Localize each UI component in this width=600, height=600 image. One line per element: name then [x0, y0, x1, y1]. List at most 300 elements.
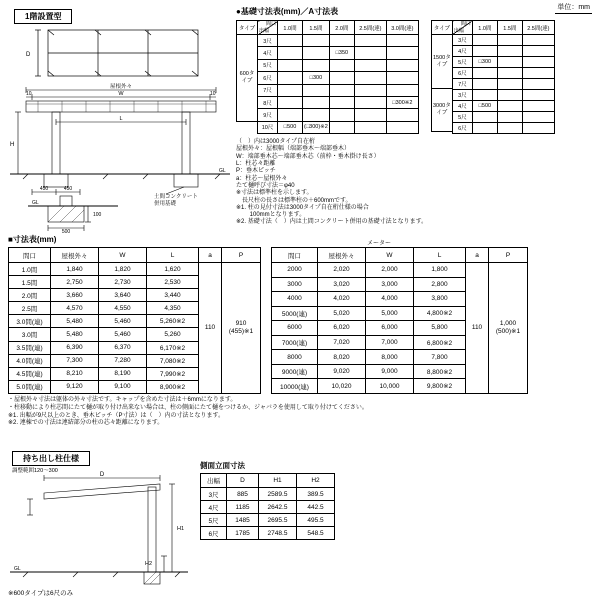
table-row	[9, 328, 199, 341]
p-value-sub: (500)※1	[495, 328, 521, 335]
table-cell: 3,660	[51, 289, 99, 302]
table-cell: 1,800	[414, 263, 466, 278]
table-cell	[386, 72, 418, 84]
col-header: 1.5間	[497, 21, 522, 35]
table-cell: 7,990※2	[147, 367, 199, 380]
basis-3000-rows	[452, 90, 554, 134]
table-cell: 3,440	[147, 289, 199, 302]
note-line: ・柱移動により柱芯間にたて樋が取り付け出来ない場合は、柱の側面にたて樋をつけるか、ジャバラを使用して取り付けてください。	[8, 404, 368, 411]
table-row	[258, 72, 419, 84]
table-cell: 3,640	[99, 289, 147, 302]
table-cell: 5尺	[258, 59, 278, 71]
table-cell: 548.5	[297, 527, 335, 540]
table-cell: 1,840	[51, 263, 99, 276]
table-cell: 2,800	[414, 277, 466, 292]
note-line: 屋根外々：屋根幅（端部垂木〜端部垂木）	[236, 146, 351, 153]
basis-section	[236, 6, 594, 227]
table-cell: 1,620	[147, 263, 199, 276]
table-cell	[497, 123, 522, 134]
table-cell: 4,000	[366, 292, 414, 307]
table-cell: 4,800※2	[414, 306, 466, 321]
table-row	[452, 123, 554, 134]
plan-diagram-svg	[18, 22, 218, 84]
detail-100-label: 100	[93, 212, 102, 218]
table-row	[258, 121, 419, 133]
type-label-1500: 1500タイプ	[431, 34, 453, 89]
table-cell	[303, 35, 330, 47]
table-cell	[522, 101, 554, 112]
table-cell: 7尺	[258, 84, 278, 96]
cant-d-label: D	[99, 472, 105, 478]
col-header: W	[366, 248, 414, 263]
note-line: ※2. 連棟での寸法は連結部分の柱の芯々距離になります。	[8, 420, 164, 427]
col-header: 2.5間(連)	[354, 21, 386, 35]
table-cell: 5,480	[51, 315, 99, 328]
table-cell: 7尺	[452, 79, 472, 90]
table-cell	[354, 59, 386, 71]
basis-notes	[236, 139, 594, 227]
table-cell: 2.0間	[9, 289, 51, 302]
basis-table-1500-3000	[431, 20, 555, 134]
elev-l-label: L	[119, 116, 123, 122]
table-cell	[522, 123, 554, 134]
table-cell	[329, 84, 354, 96]
table-row	[272, 335, 466, 350]
note-line: ※寸法は標準柱を示します。	[236, 190, 313, 197]
table-cell	[329, 35, 354, 47]
col-header: W	[99, 248, 147, 263]
table-cell	[278, 47, 303, 59]
table-cell: 5000(連)	[272, 306, 318, 321]
basis-600-grid	[257, 20, 419, 134]
table-cell: 5,800	[414, 321, 466, 336]
table-cell: 495.5	[297, 514, 335, 527]
table-row	[272, 364, 466, 379]
col-header: 2.0間	[329, 21, 354, 35]
cant-h2-label: H2	[144, 561, 152, 567]
table-cell: □300※2	[386, 96, 418, 108]
table-cell: 8,800※2	[414, 364, 466, 379]
table-row	[258, 59, 419, 71]
table-row	[272, 321, 466, 336]
table-cell	[522, 68, 554, 79]
table-cell: 1.5間	[9, 276, 51, 289]
dimension-section	[8, 234, 592, 428]
elev-450-left: 450	[39, 186, 49, 192]
table-cell	[522, 35, 554, 46]
table-cell: □500	[278, 121, 303, 133]
table-row	[9, 289, 199, 302]
table-cell: 5尺	[452, 112, 472, 123]
table-cell	[472, 46, 497, 57]
table-cell: □300	[303, 72, 330, 84]
table-cell: 7,020	[318, 335, 366, 350]
table-cell	[497, 79, 522, 90]
table-cell	[329, 96, 354, 108]
table-cell: 3.5間(連)	[9, 341, 51, 354]
table-cell: 3.0間(連)	[9, 315, 51, 328]
table-cell: 1.0間	[9, 263, 51, 276]
table-cell: 5,260	[147, 328, 199, 341]
table-cell	[354, 72, 386, 84]
table-cell: 4尺	[452, 46, 472, 57]
table-cell: 3尺	[452, 90, 472, 101]
dimension-footnotes	[8, 397, 592, 428]
table-cell: 1485	[227, 514, 259, 527]
adjust-range-label: 調整範囲120〜300	[12, 468, 58, 474]
col-header: 出幅	[201, 474, 227, 488]
table-cell: 8,900※2	[147, 380, 199, 393]
table-cell: 6,390	[51, 341, 99, 354]
unit-label: 単位：mm	[555, 2, 592, 14]
elev-450-right: 450	[63, 186, 73, 192]
table-cell: 7000(連)	[272, 335, 318, 350]
elev-h-label: H	[10, 142, 15, 148]
table-cell: 5尺	[201, 514, 227, 527]
table-cell	[472, 79, 497, 90]
table-row	[452, 46, 554, 57]
table-cell: 8,000	[366, 350, 414, 365]
table-cell	[278, 96, 303, 108]
note-line: 100mmとなります。	[236, 212, 306, 219]
note-line: ※1. 柱の見付寸法は3000タイプ自在桁仕様の場合	[236, 204, 369, 211]
elev-offset-right: 10	[210, 91, 216, 97]
table-cell: 4尺	[452, 101, 472, 112]
a-column-shaku: a 110	[198, 247, 222, 394]
col-header: H2	[297, 474, 335, 488]
table-cell: 10,000	[366, 379, 414, 394]
table-cell	[472, 68, 497, 79]
table-cell: 2,020	[318, 263, 366, 278]
basis-table-600	[236, 20, 419, 134]
table-cell	[303, 109, 330, 121]
table-cell: 389.5	[297, 488, 335, 501]
p-value-sub: (455)※1	[228, 328, 254, 335]
table-cell	[386, 47, 418, 59]
table-cell: 5,020	[318, 306, 366, 321]
table-cell: 5,480	[51, 328, 99, 341]
table-cell	[303, 84, 330, 96]
table-row	[452, 101, 554, 112]
table-cell: □300	[472, 57, 497, 68]
table-cell: 4.5間(連)	[9, 367, 51, 380]
table-cell	[386, 121, 418, 133]
table-cell	[497, 68, 522, 79]
table-cell: 4,020	[318, 292, 366, 307]
table-cell: □500	[472, 101, 497, 112]
note-line: ※2. 基礎寸法（ ）内は土間コンクリート併用の基礎寸法となります。	[236, 219, 428, 226]
foundation-note-line1: 土間コンクリート	[154, 194, 198, 200]
table-cell: 3尺	[201, 488, 227, 501]
note-line: 長尺柱の長さは標準柱の＋600mmです。	[236, 197, 352, 204]
table-cell: 10尺	[258, 121, 278, 133]
table-cell	[497, 46, 522, 57]
basis-1500-rows	[452, 35, 554, 90]
table-cell	[329, 121, 354, 133]
table-cell: 4尺	[201, 501, 227, 514]
table-cell: 442.5	[297, 501, 335, 514]
table-cell: 1,820	[99, 263, 147, 276]
table-row	[9, 354, 199, 367]
detail-gl-label: GL	[32, 200, 39, 206]
table-cell	[386, 109, 418, 121]
table-cell	[522, 46, 554, 57]
elev-roof-width-label: 屋根外々	[109, 84, 133, 90]
table-cell: 9,100	[99, 380, 147, 393]
dim-table-shaku	[8, 247, 261, 394]
col-header: 1.0間	[278, 21, 303, 35]
table-cell	[497, 35, 522, 46]
dim-meter-rows	[272, 263, 466, 394]
table-row	[258, 35, 419, 47]
table-cell	[472, 35, 497, 46]
col-header: L	[147, 248, 199, 263]
table-cell: 2,730	[99, 276, 147, 289]
a-column-meter: a 110	[465, 247, 489, 394]
table-cell	[278, 72, 303, 84]
a-value: 110	[204, 323, 216, 331]
basis-600-rows	[258, 35, 419, 134]
elevation-diagram	[8, 82, 233, 234]
table-cell: 2,750	[51, 276, 99, 289]
table-row	[272, 306, 466, 321]
foundation-note-line2: 併用基礎	[154, 201, 177, 207]
side-elevation-section	[200, 460, 335, 540]
table-row	[272, 277, 466, 292]
a-value: 110	[471, 323, 483, 331]
table-cell	[522, 90, 554, 101]
table-cell: 3,020	[318, 277, 366, 292]
table-cell: 2695.5	[259, 514, 297, 527]
p-column-shaku: P 910 (455)※1	[221, 247, 261, 394]
cantilever-note: ※600タイプは6尺のみ	[8, 590, 74, 597]
table-cell: 9,120	[51, 380, 99, 393]
table-cell: 6000	[272, 321, 318, 336]
note-line: ※1. 出幅が9尺以上のとき、垂木ピッチ（P寸法）は（ ）内の寸法となります。	[8, 412, 225, 419]
plan-dim-d: D	[26, 52, 31, 58]
table-cell	[354, 47, 386, 59]
table-cell	[329, 59, 354, 71]
table-cell: 4,570	[51, 302, 99, 315]
note-line: W：端部垂木芯〜端部垂木芯（前枠・垂木掛け長さ）	[236, 153, 380, 160]
table-cell	[497, 90, 522, 101]
table-cell	[386, 59, 418, 71]
table-cell: 9,800※2	[414, 379, 466, 394]
side-table-title: 側面立面寸法	[200, 461, 245, 470]
table-cell	[522, 79, 554, 90]
table-cell	[303, 59, 330, 71]
table-cell	[278, 59, 303, 71]
table-cell: 1785	[227, 527, 259, 540]
table-row	[201, 527, 335, 540]
table-cell: 6,370	[99, 341, 147, 354]
table-cell: 8,020	[318, 350, 366, 365]
dim-table-shaku-grid	[8, 247, 199, 394]
table-cell: 7,080※2	[147, 354, 199, 367]
table-cell	[354, 121, 386, 133]
table-row	[452, 68, 554, 79]
table-row	[272, 350, 466, 365]
table-cell	[472, 90, 497, 101]
plan-diagram	[18, 22, 218, 84]
table-cell	[278, 84, 303, 96]
table-cell	[329, 109, 354, 121]
table-row	[272, 292, 466, 307]
table-cell: 9,000	[366, 364, 414, 379]
note-line: L：柱芯々距離	[236, 160, 276, 167]
table-cell: 2589.5	[259, 488, 297, 501]
table-cell: 6,020	[318, 321, 366, 336]
table-row	[452, 57, 554, 68]
type-label-600: 600タイプ	[236, 34, 258, 122]
dim-table-meter	[271, 241, 528, 394]
table-cell	[522, 57, 554, 68]
table-row	[9, 367, 199, 380]
table-cell: 5.0間(連)	[9, 380, 51, 393]
basis-1500-3000-grid	[452, 20, 555, 134]
p-value: 1,000	[499, 319, 517, 327]
table-row	[9, 380, 199, 393]
note-line: たて樋呼び寸法＝φ40	[236, 182, 295, 189]
table-row	[201, 514, 335, 527]
note-line: （ ）内は3000タイプ自在桁	[236, 139, 316, 145]
table-cell: 3.0間	[9, 328, 51, 341]
table-cell	[497, 101, 522, 112]
basis-title: ●基礎寸法表(mm)／A寸法表	[236, 7, 339, 16]
p-column-meter: P 1,000 (500)※1	[488, 247, 528, 394]
table-row	[258, 84, 419, 96]
type-header: タイプ	[236, 20, 258, 35]
table-row	[272, 379, 466, 394]
table-row	[452, 112, 554, 123]
table-cell	[354, 84, 386, 96]
table-cell: 7,300	[51, 354, 99, 367]
table-cell: 4.0間(連)	[9, 354, 51, 367]
table-cell: 10000(連)	[272, 379, 318, 394]
table-cell	[354, 109, 386, 121]
table-cell: 2748.5	[259, 527, 297, 540]
corner-cell: 間口 出幅	[453, 21, 471, 34]
table-cell: 9尺	[258, 109, 278, 121]
table-cell: 885	[227, 488, 259, 501]
elevation-diagram-svg	[8, 82, 233, 234]
table-cell	[522, 112, 554, 123]
corner-cell: 間口 出幅	[259, 21, 276, 34]
table-row	[258, 96, 419, 108]
table-row	[9, 302, 199, 315]
table-cell: 2,530	[147, 276, 199, 289]
meter-module-label: メーター	[367, 241, 392, 247]
table-cell: 6,170※2	[147, 341, 199, 354]
table-cell: 2642.5	[259, 501, 297, 514]
cant-h1-label: H1	[177, 526, 185, 532]
table-cell: 5尺	[452, 57, 472, 68]
dim-shaku-rows	[9, 263, 199, 394]
dim-table-meter-grid	[271, 247, 466, 394]
note-line: ・屋根外々寸法は躯体の外々寸法です。キャップを含めた寸法は＋6mmになります。	[8, 397, 237, 403]
table-row	[452, 35, 554, 46]
table-cell: 5,260※2	[147, 315, 199, 328]
table-cell: 5,460	[99, 328, 147, 341]
detail-500-label: 500	[61, 229, 71, 234]
table-row	[9, 276, 199, 289]
table-cell: (□300)※2	[303, 121, 330, 133]
table-cell	[386, 84, 418, 96]
table-cell: 4,550	[99, 302, 147, 315]
table-cell: 4尺	[258, 47, 278, 59]
table-row	[9, 315, 199, 328]
col-header: 間口	[9, 248, 51, 263]
table-cell: 3,800	[414, 292, 466, 307]
table-row	[9, 341, 199, 354]
table-cell	[386, 35, 418, 47]
col-header: 1.5間	[303, 21, 330, 35]
note-line: a：柱芯〜屋根外々	[236, 175, 288, 182]
table-cell: 7,800	[414, 350, 466, 365]
table-cell: 1185	[227, 501, 259, 514]
table-cell: 8,190	[99, 367, 147, 380]
table-cell: 6尺	[452, 123, 472, 134]
note-line: P：垂木ピッチ	[236, 168, 276, 175]
table-cell: 2,000	[366, 263, 414, 278]
p-value: 910	[235, 319, 247, 327]
table-cell	[354, 35, 386, 47]
col-header: H1	[259, 474, 297, 488]
table-cell: 8000	[272, 350, 318, 365]
col-header: 屋根外々	[318, 248, 366, 263]
table-cell	[497, 57, 522, 68]
type-header: タイプ	[431, 20, 453, 35]
table-cell: 6尺	[452, 68, 472, 79]
elev-w-label: W	[118, 91, 124, 97]
table-cell: 3尺	[452, 35, 472, 46]
table-row	[9, 263, 199, 276]
table-cell	[303, 96, 330, 108]
table-row	[272, 263, 466, 278]
table-cell: 9,020	[318, 364, 366, 379]
table-cell	[278, 109, 303, 121]
col-header: 3.0間(連)	[386, 21, 418, 35]
table-cell	[303, 47, 330, 59]
table-cell	[497, 112, 522, 123]
table-cell: 5,460	[99, 315, 147, 328]
table-cell: 5,000	[366, 306, 414, 321]
table-cell: 3尺	[258, 35, 278, 47]
dimension-title: ■寸法表(mm)	[8, 235, 57, 244]
cantilever-diagram-svg	[8, 464, 193, 596]
table-cell: 8尺	[258, 96, 278, 108]
table-cell: 10,020	[318, 379, 366, 394]
col-header: 2.5間(連)	[522, 21, 554, 35]
table-cell	[329, 72, 354, 84]
col-header: 間口	[272, 248, 318, 263]
table-cell: 2.5間	[9, 302, 51, 315]
table-cell: 4000	[272, 292, 318, 307]
elev-gl-label: GL	[219, 168, 226, 174]
side-elevation-rows	[201, 488, 335, 540]
table-cell: 3,000	[366, 277, 414, 292]
col-header: 屋根外々	[51, 248, 99, 263]
table-cell: 6,000	[366, 321, 414, 336]
table-row	[452, 90, 554, 101]
table-cell	[278, 35, 303, 47]
type-label-3000: 3000タイプ	[431, 88, 453, 132]
col-header: D	[227, 474, 259, 488]
cantilever-label: 持ち出し柱仕様	[12, 451, 90, 466]
install-type-label: 1階設置型	[14, 9, 72, 24]
table-row	[201, 501, 335, 514]
cantilever-diagram	[8, 464, 193, 596]
